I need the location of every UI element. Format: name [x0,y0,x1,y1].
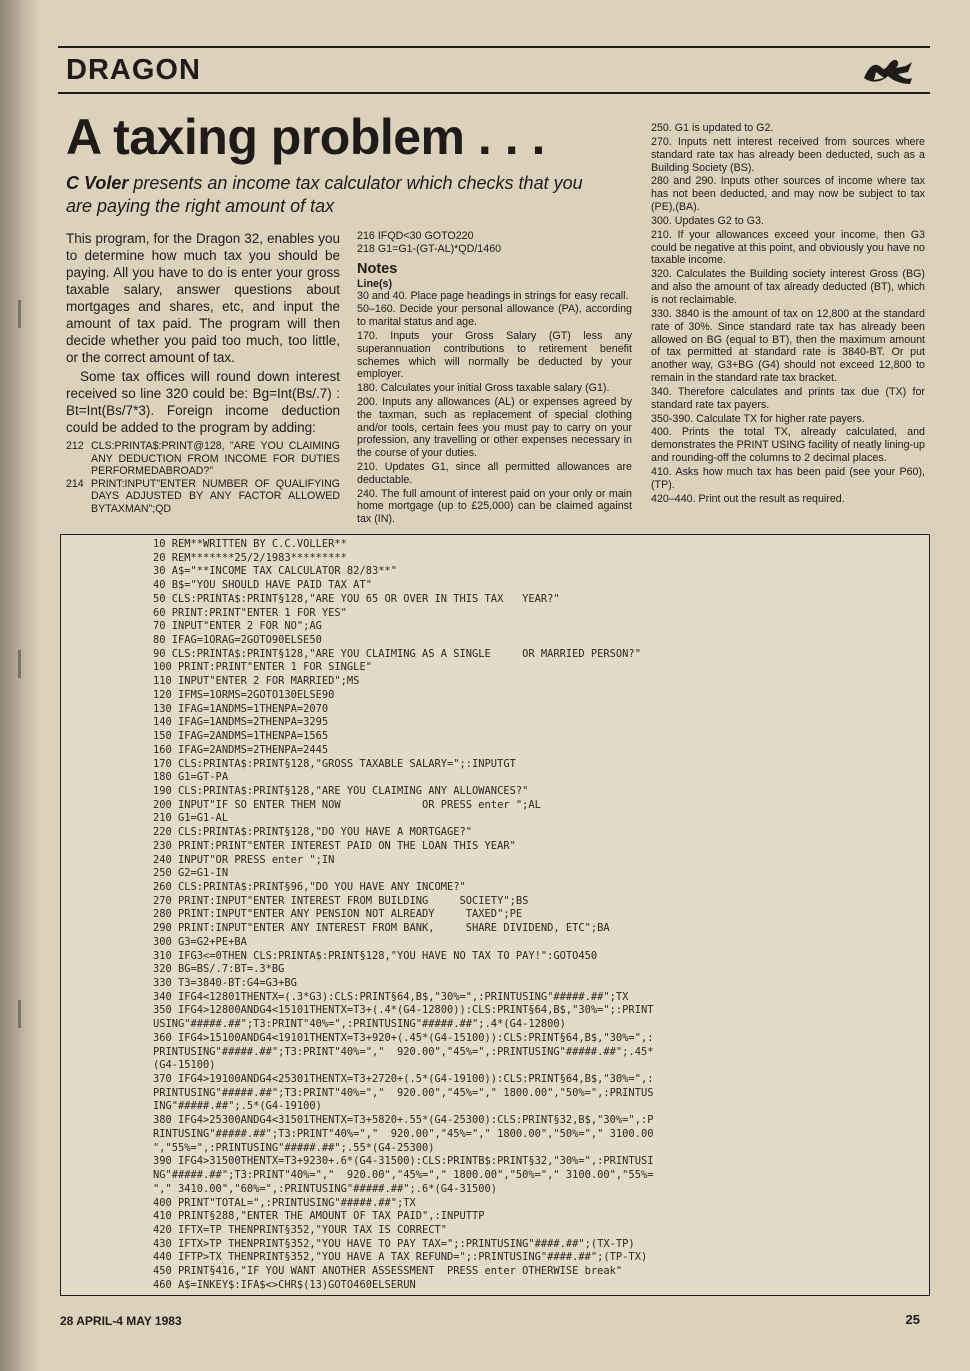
note-item: 300. Updates G2 to G3. [651,214,764,227]
code-line: 218 G1=G1-(GT-AL)*QD/1460 [357,242,502,255]
note-item: 170. Inputs your Gross Salary (GT) less any superannuation contributions to retirement benefit schemes which will normally be deducted by your employer. [357,329,632,381]
listing-line: 340 IFG4<12801THENTX=(.3*G3):CLS:PRINT§64,B$,"30%=",:PRINTUSING"#####.##";TX [153,990,629,1003]
listing-line: 430 IFTX>TP THENPRINT§352,"YOU HAVE TO PAY TAX=";:PRINTUSING"####.##";(TX-TP) [153,1237,635,1250]
note-item: 280 and 290. Inputs other sources of income where tax has not been deducted, and may now be subject to tax (PE),(BA). [651,175,925,214]
standfirst-text: presents an income tax calculator which checks that you are paying the right amount of tax [66,173,583,216]
listing-line: 330 T3=3840-BT:G4=G3+BG [153,977,297,989]
listing-line: 130 IFAG=1ANDMS=1THENPA=2070 [153,702,329,715]
listing-line: 70 INPUT"ENTER 2 FOR NO";AG [153,620,322,633]
listing-line: NG"#####.##";T3:PRINT"40%="," 920.00","45%="," 1800.00","50%="," 3100.00","55%= [153,1169,654,1182]
binding-mark [18,650,21,678]
note-item: 330. 3840 is the amount of tax on 12,800 at the standard rate of 30%. Since standard rate tax has already been allowed on BG (equal to BT), then the maximum amount of tax permitted at standard rate is 3840-BT. Or put another way, G3+BG (G4) should not exceed 12,800 to remain in the standard rate tax bracket. [651,307,925,385]
note-item: 180. Calculates your initial Gross taxable salary (G1). [357,382,610,395]
listing-line: 370 IFG4>19100ANDG4<25301THENTX=T3+2720+(.5*(G4-19100)):CLS:PRINT§64,B$,"30%=",: [153,1073,654,1086]
listing-line: 320 BG=BS/.7:BT=.3*BG [153,963,285,976]
listing-line: 210 G1=G1-AL [153,812,229,825]
code-line: 216 IFQD<30 GOTO220 [357,230,474,242]
note-item: 350-390. Calculate TX for higher rate payers. [651,412,865,425]
added-code-lines [66,440,340,516]
dragon-logo-icon [862,54,914,86]
note-item: 250. G1 is updated to G2. [651,122,774,134]
listing-line: "," 3410.00","60%=",:PRINTUSING"#####.##";.6*(G4-31500) [153,1182,498,1195]
listing-line: 220 CLS:PRINTA$:PRINT§128,"DO YOU HAVE A MORTGAGE?" [153,826,473,839]
listing-line: 260 CLS:PRINTA$:PRINT§96,"DO YOU HAVE ANY INCOME?" [153,880,466,893]
notes-heading: Notes [357,260,398,277]
note-item: 240. The full amount of interest paid on your only or main home mortgage (up to £25,000) can be claimed against tax (IN). [357,487,632,526]
listing-line: 50 CLS:PRINTA$:PRINT§128,"ARE YOU 65 OR OVER IN THIS TAX YEAR?" [153,592,560,605]
listing-line: 140 IFAG=1ANDMS=2THENPA=3295 [153,716,329,729]
note-item: 200. Inputs any allowances (AL) or expenses agreed by the taxman, such as replacement of special clothing and/or tools, certain fees you must pay to carry on your profession, any travelling or other expenses necessary in the course of your duties. [357,395,632,460]
listing-line: USING"#####.##";T3:PRINT"40%=",:PRINTUSING"#####.##";.4*(G4-12800) [153,1018,566,1031]
note-item: 420–440. Print out the result as required. [651,492,845,505]
listing-line: 300 G3=G2+PE+BA [153,935,247,948]
intro-paragraph: This program, for the Dragon 32, enables you to determine how much tax you should be paying. All you have to do is enter your gross taxable salary, answer questions about mortgages and shares, etc, and input the amount of tax paid. The program will then decide whether you paid too much, too little, or the correct amount of tax. [66,231,340,365]
listing-line: 100 PRINT:PRINT"ENTER 1 FOR SINGLE" [153,661,372,674]
listing-line: 400 PRINT"TOTAL=",:PRINTUSING"#####.##";TX [153,1196,416,1209]
page-gutter-shadow [0,0,40,1371]
listing-line: 10 REM**WRITTEN BY C.C.VOLLER** [153,538,347,550]
notes-column-right [651,122,925,506]
notes-column [357,230,632,527]
article-standfirst [66,172,606,218]
listing-line: PRINTUSING"#####.##";T3:PRINT"40%="," 920.00","45%=",:PRINTUSING"#####.##";.45* [153,1045,654,1058]
listing-line: 460 A$=INKEY$:IFA$<>CHR$(13)GOTO460ELSERUN [153,1278,416,1291]
listing-line: 440 IFTP>TX THENPRINT§352,"YOU HAVE A TAX REFUND=";:PRINTUSING"####.##";(TP-TX) [153,1251,648,1264]
listing-line: 30 A$="**INCOME TAX CALCULATOR 82/83**" [153,565,397,578]
note-item: 340. Therefore calculates and prints tax due (TX) for standard rate tax payers. [651,385,925,411]
listing-line: 310 IFG3<=0THEN CLS:PRINTA$:PRINT§128,"YOU HAVE NO TAX TO PAY!":GOTO450 [153,949,598,962]
section-header [58,46,930,94]
issue-date: 28 APRIL-4 MAY 1983 [60,1314,182,1328]
listing-line: 90 CLS:PRINTA$:PRINT§128,"ARE YOU CLAIMING AS A SINGLE OR MARRIED PERSON?" [153,647,641,660]
listing-line: ING"#####.##";.5*(G4-19100) [153,1100,322,1113]
listing-line: 160 IFAG=2ANDMS=2THENPA=2445 [153,743,329,756]
listing-line: 350 IFG4>12800ANDG4<15101THENTX=T3+(.4*(G4-12800)):CLS:PRINT§64,B$,"30%=";:PRINT [153,1004,654,1017]
program-listing [60,534,930,1296]
note-item: 30 and 40. Place page headings in strings for easy recall. [357,289,629,302]
intro-paragraph: Some tax offices will round down interest received so line 320 could be: Bg=Int(Bs/.7) : Bt=Int(Bs/7*3). Foreign income deduction could be added to the program by adding: [66,369,340,435]
note-item: 50–160. Decide your personal allowance (PA), according to marital status and age. [357,303,632,329]
listing-line: 20 REM*******25/2/1983********* [153,551,347,564]
listing-line: 280 PRINT:INPUT"ENTER ANY PENSION NOT ALREADY TAXED";PE [153,908,523,921]
listing-line: 150 IFAG=2ANDMS=1THENPA=1565 [153,730,329,743]
listing-line: 250 G2=G1-IN [153,867,229,880]
listing-line: ","55%=",:PRINTUSING"#####.##";.55*(G4-25300) [153,1141,435,1154]
section-title: DRAGON [66,54,201,86]
listing-line: 450 PRINT§416,"IF YOU WANT ANOTHER ASSESSMENT PRESS enter OTHERWISE break" [153,1265,623,1278]
code-line: 212 CLS:PRINTA$:PRINT@128, "ARE YOU CLAIMING ANY DEDUCTION FROM INCOME FOR DUTIES PERFORMEDABROAD?" [66,440,340,478]
listing-line: 40 B$="YOU SHOULD HAVE PAID TAX AT" [153,579,372,592]
listing-line: PRINTUSING"#####.##";T3:PRINT"40%="," 920.00","45%="," 1800.00","50%=",:PRINTUS [153,1086,654,1099]
listing-line: 190 CLS:PRINTA$:PRINT§128,"ARE YOU CLAIMING ANY ALLOWANCES?" [153,784,529,797]
note-item: 400. Prints the total TX, already calculated, and demonstrates the PRINT USING facility of neatly lining-up and rounding-off the columns to 2 decimal places. [651,426,925,465]
listing-line: 240 INPUT"OR PRESS enter ";IN [153,853,335,866]
listing-line: 380 IFG4>25300ANDG4<31501THENTX=T3+5820+.55*(G4-25300):CLS:PRINT§32,B$,"30%=",:P [153,1114,654,1127]
listing-line: 120 IFMS=1ORMS=2GOTO130ELSE90 [153,688,335,701]
binding-mark [18,1000,21,1028]
note-item: 210. If your allowances exceed your income, then G3 could be negative at this point, and obviously you have no taxable income. [651,228,925,267]
note-item: 320. Calculates the Building society interest Gross (BG) and also the amount of tax already deducted (BT), which is not reclaimable. [651,268,925,306]
code-line: 214 PRINT:INPUT"ENTER NUMBER OF QUALIFYING DAYS ADJUSTED BY ANY FACTOR ALLOWED BYTAXMAN";QD [66,477,340,515]
listing-line: 270 PRINT:INPUT"ENTER INTEREST FROM BUILDING SOCIETY";BS [153,894,529,907]
listing-lines [153,538,913,1293]
binding-mark [18,300,21,328]
listing-line: 170 CLS:PRINTA$:PRINT§128,"GROSS TAXABLE SALARY=";:INPUTGT [153,757,516,770]
listing-line: 230 PRINT:PRINT"ENTER INTEREST PAID ON THE LOAN THIS YEAR" [153,839,516,852]
listing-line: 360 IFG4>15100ANDG4<19101THENTX=T3+920+(.45*(G4-15100)):CLS:PRINT§64,B$,"30%=",: [153,1031,654,1044]
author-name: C Voler [66,173,129,193]
lines-subheading: Line(s) [357,277,393,290]
listing-line: 110 INPUT"ENTER 2 FOR MARRIED";MS [153,675,360,688]
listing-line: RINTUSING"#####.##";T3:PRINT"40%="," 920.00","45%="," 1800.00","50%="," 3100.00 [153,1127,654,1140]
article-title: A taxing problem . . . [66,109,545,165]
listing-line: 410 PRINT§288,"ENTER THE AMOUNT OF TAX PAID",:INPUTTP [153,1210,485,1223]
listing-line: 390 IFG4>31500THENTX=T3+9230+.6*(G4-31500):CLS:PRINTB$:PRINT§32,"30%=",:PRINTUSI [153,1155,654,1168]
listing-line: 290 PRINT:INPUT"ENTER ANY INTEREST FROM BANK, SHARE DIVIDEND, ETC";BA [153,922,610,935]
note-item: 270. Inputs nett interest received from sources where standard rate tax has already been deducted, such as a Building Society (BS). [651,135,925,174]
note-item: 410. Asks how much tax has been paid (see your P60), (TP). [651,465,925,491]
intro-column [66,230,340,516]
listing-line: 180 G1=GT-PA [153,771,229,784]
note-item: 210. Updates G1, since all permitted allowances are deductable. [357,460,632,486]
listing-line: 200 INPUT"IF SO ENTER THEM NOW OR PRESS enter ";AL [153,798,541,811]
listing-line: (G4-15100) [153,1059,216,1072]
listing-line: 80 IFAG=1ORAG=2GOTO90ELSE50 [153,634,322,647]
listing-line: 60 PRINT:PRINT"ENTER 1 FOR YES" [153,606,347,619]
listing-line: 420 IFTX=TP THENPRINT§352,"YOUR TAX IS CORRECT" [153,1223,448,1236]
page-number: 25 [905,1312,920,1327]
